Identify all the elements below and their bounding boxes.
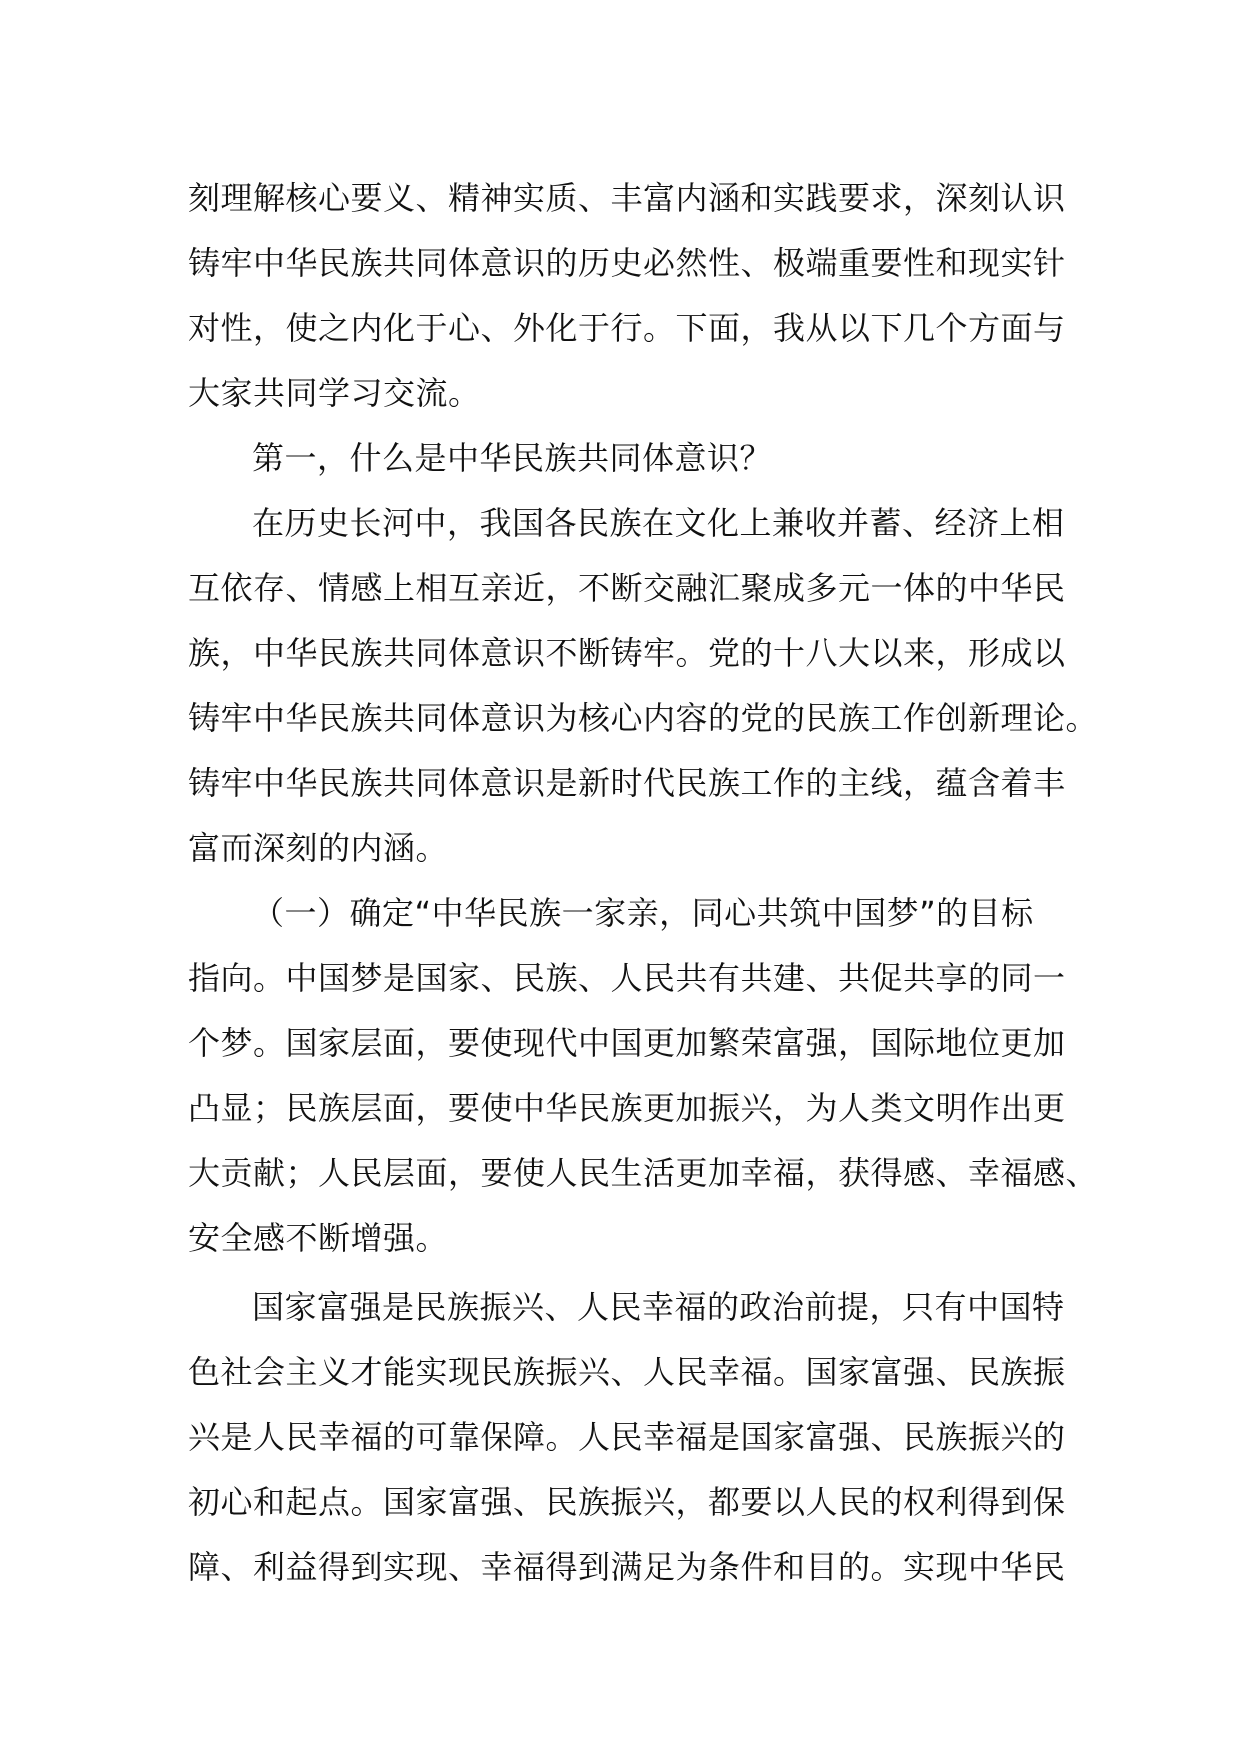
text-line: 个梦。国家层面，要使现代中国更加繁荣富强，国际地位更加: [188, 1024, 1066, 1062]
text-line: 刻理解核心要义、精神实质、丰富内涵和实践要求，深刻认识: [188, 179, 1066, 217]
text-line: 铸牢中华民族共同体意识是新时代民族工作的主线，蕴含着丰: [188, 764, 1066, 802]
paragraph: [188, 1275, 1078, 1600]
paragraph: [188, 166, 1078, 426]
text-line: 兴是人民幸福的可靠保障。人民幸福是国家富强、民族振兴的: [188, 1418, 1066, 1456]
text-line: 障、利益得到实现、幸福得到满足为条件和目的。实现中华民: [188, 1548, 1066, 1586]
section-heading: [188, 426, 1078, 491]
text-line: （一）确定“中华民族一家亲，同心共筑中国梦”的目标: [252, 894, 1034, 932]
text-line: 国家富强是民族振兴、人民幸福的政治前提，只有中国特: [252, 1288, 1065, 1326]
text-line: 安全感不断增强。: [188, 1219, 449, 1257]
text-line: 指向。中国梦是国家、民族、人民共有共建、共促共享的同一: [188, 959, 1066, 997]
text-line: 在历史长河中，我国各民族在文化上兼收并蓄、经济上相: [252, 504, 1065, 542]
text-line: 铸牢中华民族共同体意识的历史必然性、极端重要性和现实针: [188, 244, 1066, 282]
paragraph: [188, 491, 1099, 881]
text-line: 铸牢中华民族共同体意识为核心内容的党的民族工作创新理论。: [188, 699, 1099, 737]
body-text: [188, 166, 1099, 1600]
text-line: 对性，使之内化于心、外化于行。下面，我从以下几个方面与: [188, 309, 1066, 347]
text-line: 色社会主义才能实现民族振兴、人民幸福。国家富强、民族振: [188, 1353, 1066, 1391]
text-line: 初心和起点。国家富强、民族振兴，都要以人民的权利得到保: [188, 1483, 1066, 1521]
text-line: 富而深刻的内涵。: [188, 829, 449, 867]
text-line: 互依存、情感上相互亲近，不断交融汇聚成多元一体的中华民: [188, 569, 1066, 607]
paragraph: [188, 881, 1099, 1271]
text-line: 大家共同学习交流。: [188, 374, 481, 412]
text-line: 大贡献；人民层面，要使人民生活更加幸福，获得感、幸福感、: [188, 1154, 1099, 1192]
text-line: 凸显；民族层面，要使中华民族更加振兴，为人类文明作出更: [188, 1089, 1066, 1127]
text-line: 族，中华民族共同体意识不断铸牢。党的十八大以来，形成以: [188, 634, 1066, 672]
text-line: 第一，什么是中华民族共同体意识？: [252, 439, 773, 477]
